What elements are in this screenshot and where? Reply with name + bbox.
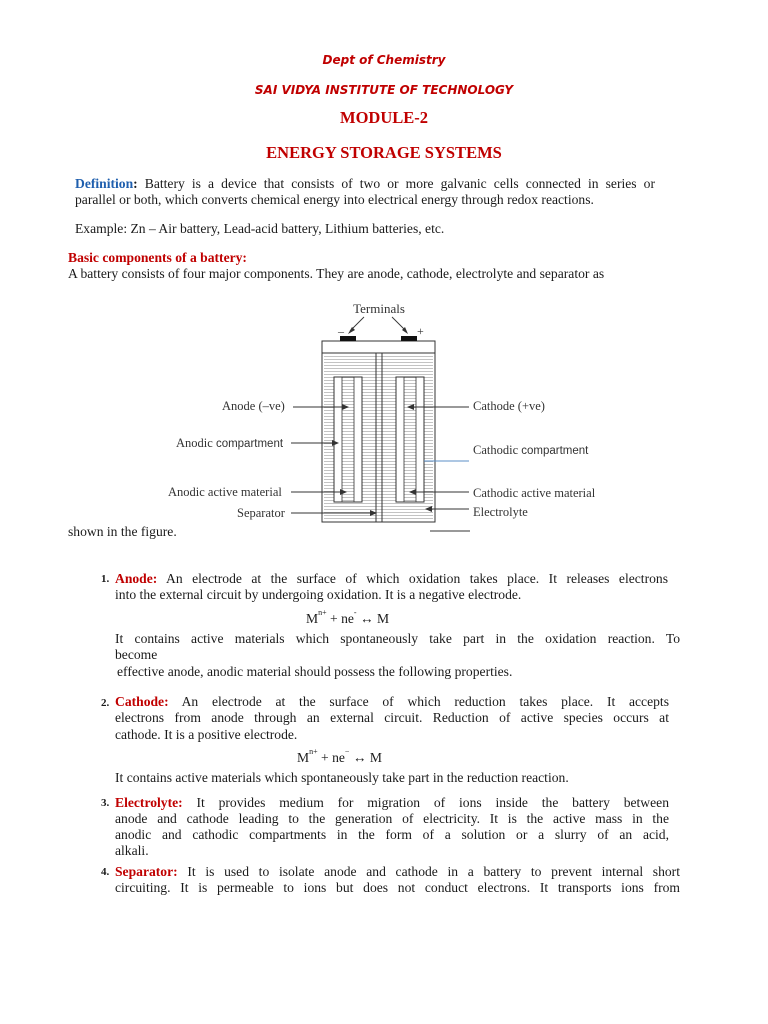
eq1-sup2: - [353,608,357,617]
item3-line1 [115,795,669,812]
item4-number: 4. [101,866,110,878]
item3-line4: alkali. [115,843,149,858]
electrolyte-term: Electrolyte: [115,795,183,810]
item2-line4: It contains active materials which spontaneously take part in the reduction reaction. [115,770,569,785]
anodic-compartment-a: Anodic [176,436,216,450]
components-heading: Basic components of a battery: [68,250,247,265]
anode-label: Anode (–ve) [222,399,285,413]
cathode-equation [297,747,382,766]
shown-in-figure: shown in the figure. [68,524,177,539]
terminals-label: Terminals [353,301,405,316]
components-intro: A battery consists of four major components. They are anode, cathode, electrolyte and separator as [68,266,605,281]
item1-line2: into the external circuit by undergoing oxidation. It is a negative electrode. [115,587,522,602]
positive-terminal [401,336,417,341]
cathodic-compartment-b: compartment [521,445,589,457]
item2-line3: cathode. It is a positive electrode. [115,727,298,742]
minus-sign: – [338,324,344,338]
module-title: MODULE-2 [340,108,428,127]
topic-title: ENERGY STORAGE SYSTEMS [266,143,502,162]
eq1-a: M [306,611,319,626]
definition-line1 [75,176,655,193]
eq2-c: ↔ M [349,750,382,765]
item2-line2: electrons from anode through an external circuit. Reduction of active species occurs at [115,710,669,725]
anode-term: Anode: [115,571,158,586]
item1-line1 [115,571,668,588]
item1-text1: An electrode at the surface of which oxidation takes place. It releases electrons [157,571,668,586]
anodic-active-label: Anodic active material [168,485,282,499]
eq2-sup2: − [344,747,350,756]
cathode-label: Cathode (+ve) [473,399,545,413]
institute-header: SAI VIDYA INSTITUTE OF TECHNOLOGY [254,83,514,97]
item3-line3: anodic and cathodic compartments in the form of a solution or a slurry of an acid, [115,827,669,842]
electrolyte-label: Electrolyte [473,505,528,519]
item3-number: 3. [101,797,110,809]
anodic-compartment-b: compartment [215,438,284,450]
item2-number: 2. [101,697,110,709]
item3-text1: It provides medium for migration of ions inside the battery between [182,795,669,810]
eq1-sup: n+ [318,608,327,617]
plus-sign: + [417,324,424,338]
battery-diagram [160,295,640,540]
item2-text1: An electrode at the surface of which reduction takes place. It accepts [168,694,669,709]
item1-number: 1. [101,573,110,585]
definition-text1: Battery is a device that consists of two or more galvanic cells connected in series or [137,176,655,191]
eq2-a: M [297,750,310,765]
item2-line1 [115,694,669,711]
cathodic-compartment-label [473,443,588,458]
eq1-c: ↔ M [356,611,390,626]
item4-line2: circuiting. It is permeable to ions but does not conduct electrons. It transports ions from [115,880,680,895]
eq2-sup: n+ [309,747,318,756]
definition-term: Definition [75,176,134,191]
item1-line3: It contains active materials which spontaneously take part in the oxidation reaction. To [115,631,680,646]
example-text: Example: Zn – Air battery, Lead-acid battery, Lithium batteries, etc. [75,221,445,236]
cathodic-compartment-a: Cathodic [473,443,522,457]
separator-term: Separator: [115,864,178,879]
anode-equation [306,608,390,627]
definition-colon: : [133,176,138,191]
eq1-b: + ne [326,611,354,626]
separator-label: Separator [237,506,285,520]
item4-text1: It is used to isolate anode and cathode in a battery to prevent internal short [177,864,680,879]
definition-line2: parallel or both, which converts chemical energy into electrical energy through redox reactions. [75,192,594,207]
item1-line4: become [115,647,158,662]
cathodic-active-label: Cathodic active material [473,486,596,500]
dept-header: Dept of Chemistry [322,53,446,67]
item1-line5: effective anode, anodic material should possess the following properties. [117,664,513,679]
anodic-compartment-label [176,436,283,451]
item3-line2: anode and cathode leading to the generation of electricity. It is the active mass in the [115,811,669,826]
item4-line1 [115,864,680,881]
eq2-b: + ne [317,750,345,765]
cathode-term: Cathode: [115,694,169,709]
